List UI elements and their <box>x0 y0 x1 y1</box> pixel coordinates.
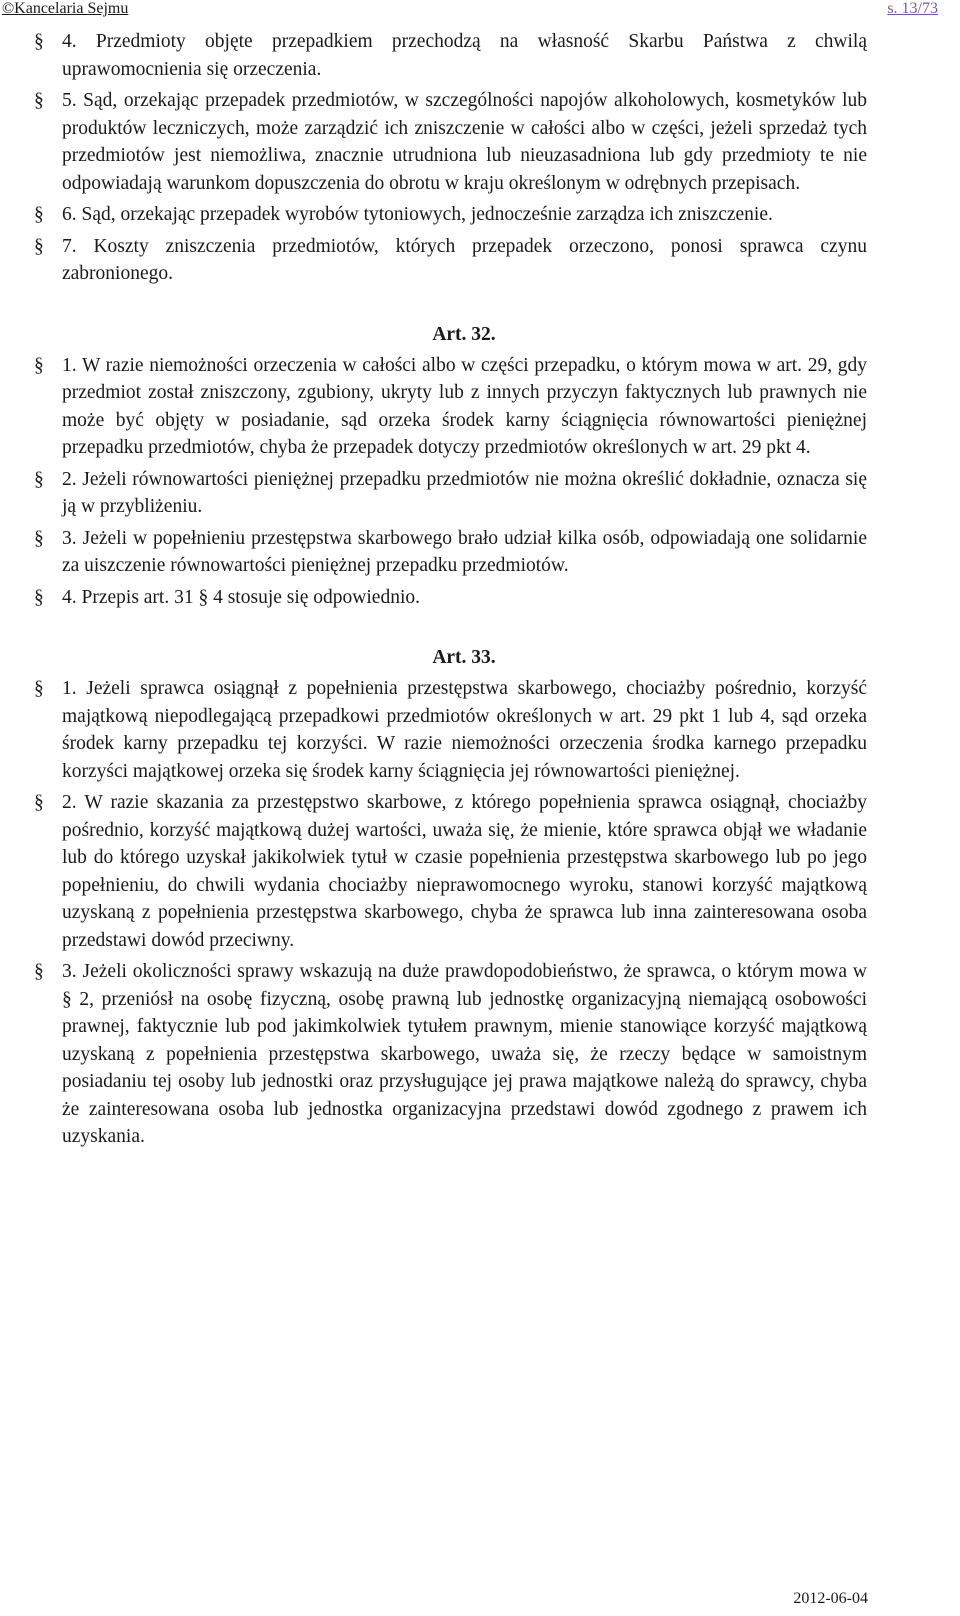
paragraph-31-5 <box>0 87 960 197</box>
section-symbol: § <box>34 961 44 982</box>
section-symbol: § <box>34 90 44 111</box>
paragraph-text: 4. Przepis art. 31 § 4 stosuje się odpowiednio. <box>62 586 420 608</box>
paragraph-32-2 <box>0 466 960 521</box>
paragraph-31-7 <box>0 233 960 288</box>
paragraph-text: 4. Przedmioty objęte przepadkiem przechodzą na własność Skarbu Państwa z chwilą uprawomocnienia się orzeczenia. <box>62 31 867 80</box>
section-symbol: § <box>34 586 44 608</box>
section-symbol: § <box>34 527 44 549</box>
paragraph-32-3 <box>0 525 960 580</box>
paragraph-text: 1. W razie niemożności orzeczenia w całości albo w części przepadku, o którym mowa w art. 29, gdy przedmiot został zniszczony, zgubiony, ukryty lub z innych przyczyn faktycznych lub prawnych nie może być objęty w posiadanie, sąd orzeka środek karny ściągnięcia równowartości pieniężnej przepadku przedmiotów, chyba że przepadek dotyczy przedmiotów określonych w art. 29 pkt 4. <box>62 354 867 458</box>
paragraph-32-1 <box>0 352 960 462</box>
paragraph-text: 2. Jeżeli równowartości pieniężnej przepadku przedmiotów nie można określić dokładnie, oznacza się ją w przybliżeniu. <box>62 468 867 517</box>
paragraph-text: 1. Jeżeli sprawca osiągnął z popełnienia przestępstwa skarbowego, chociażby pośrednio, korzyść majątkową niepodlegającą przepadkowi przedmiotów określonych w art. 29 pkt 1 lub 4, sąd orzeka środek karny przepadku tej korzyści. W razie niemożności orzeczenia środka karnego przepadku korzyści majątkowej orzeka się środek karny ściągnięcia jej równowartości pieniężnej. <box>62 678 867 782</box>
document-body <box>0 28 960 1155</box>
section-symbol: § <box>34 204 44 225</box>
section-symbol: § <box>34 792 44 813</box>
paragraph-33-3 <box>0 958 960 1151</box>
paragraph-33-1 <box>0 675 960 785</box>
paragraph-text: 3. Jeżeli w popełnieniu przestępstwa skarbowego brało udział kilka osób, odpowiadają one solidarnie za uiszczenie równowartości pieniężnej przepadku przedmiotów. <box>62 527 867 576</box>
paragraph-31-4 <box>0 28 960 83</box>
paragraph-31-6 <box>0 201 960 229</box>
copyright-link[interactable]: ©Kancelaria Sejmu <box>2 0 129 17</box>
section-symbol: § <box>34 678 44 699</box>
page-number-link[interactable]: s. 13/73 <box>887 0 938 17</box>
paragraph-33-2 <box>0 789 960 954</box>
paragraph-text: 7. Koszty zniszczenia przedmiotów, których przepadek orzeczono, ponosi sprawca czynu zabronionego. <box>62 235 867 284</box>
section-symbol: § <box>34 468 44 490</box>
article-heading-33: Art. 33. <box>432 647 496 668</box>
section-symbol: § <box>34 31 44 52</box>
section-symbol: § <box>34 235 44 257</box>
page-header <box>0 0 960 24</box>
paragraph-text: 3. Jeżeli okoliczności sprawy wskazują na duże prawdopodobieństwo, że sprawca, o którym mowa w § 2, przeniósł na osobę fizyczną, osobę prawną lub jednostkę organizacyjną niemającą osobowości prawnej, faktycznie lub pod jakimkolwiek tytułem prawnym, mienie stanowiące korzyść majątkową uzyskaną z popełnienia przestępstwa skarbowego, uważa się, że rzeczy będące w samoistnym posiadaniu tej osoby lub jednostki oraz przysługujące jej prawa majątkowe należą do sprawcy, chyba że zainteresowana osoba lub jednostka organizacyjna przedstawi dowód zgodnego z prawem ich uzyskania. <box>62 961 867 1147</box>
article-heading-32: Art. 32. <box>432 323 496 345</box>
section-symbol: § <box>34 354 44 376</box>
paragraph-text: 6. Sąd, orzekając przepadek wyrobów tytoniowych, jednocześnie zarządza ich zniszczenie. <box>62 204 773 225</box>
paragraph-32-4 <box>0 584 960 612</box>
paragraph-text: 2. W razie skazania za przestępstwo skarbowe, z którego popełnienia sprawca osiągnął, chociażby pośrednio, korzyść majątkową dużej wartości, uważa się, że mienie, które sprawca objął we władanie lub do którego uzyskał jakikolwiek tytuł w czasie popełnienia przestępstwa skarbowego lub po jego popełnieniu, do chwili wydania chociażby nieprawomocnego wyroku, stanowi korzyść majątkową uzyskaną z popełnienia przestępstwa skarbowego, chyba że sprawca lub inna zainteresowana osoba przedstawi dowód przeciwny. <box>62 792 867 951</box>
footer-date: 2012-06-04 <box>793 1590 868 1607</box>
paragraph-text: 5. Sąd, orzekając przepadek przedmiotów, w szczególności napojów alkoholowych, kosmetyków lub produktów leczniczych, może zarządzić ich zniszczenie w całości albo w części, jeżeli sprzedaż tych przedmiotów jest niemożliwa, znacznie utrudniona lub nieuzasadniona lub gdy przedmioty te nie odpowiadają warunkom dopuszczenia do obrotu w kraju określonym w odrębnych przepisach. <box>62 90 867 194</box>
